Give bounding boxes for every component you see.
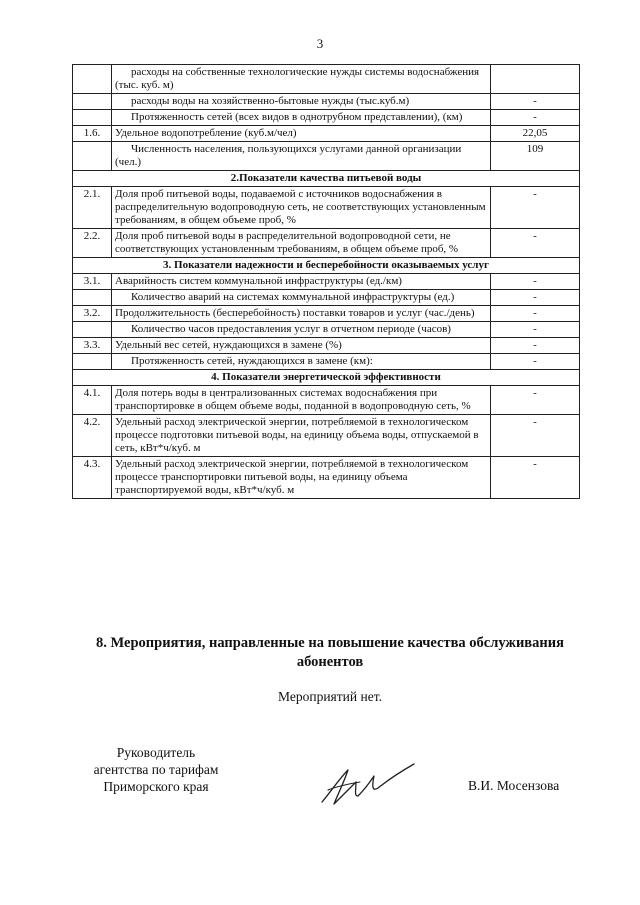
row-label: расходы воды на хозяйственно-бытовые нужды (тыс.куб.м) bbox=[112, 94, 491, 110]
row-label: Удельный вес сетей, нуждающихся в замене (%) bbox=[112, 338, 491, 354]
row-number: 4.1. bbox=[73, 386, 112, 415]
row-number bbox=[73, 354, 112, 370]
table-row bbox=[73, 306, 580, 322]
table-row bbox=[73, 229, 580, 258]
row-number: 4.2. bbox=[73, 415, 112, 457]
table-row bbox=[73, 290, 580, 306]
table-section-row bbox=[73, 171, 580, 187]
table-row bbox=[73, 354, 580, 370]
row-label: Численность населения, пользующихся услугами данной организации (чел.) bbox=[112, 142, 491, 171]
row-label: Доля проб питьевой воды в распределительной водопроводной сети, не соответствующих установленным требованиям, в общем объеме проб, % bbox=[112, 229, 491, 258]
table-row bbox=[73, 187, 580, 229]
indicators-table-body bbox=[73, 65, 580, 499]
row-number: 3.1. bbox=[73, 274, 112, 290]
row-value: - bbox=[491, 274, 580, 290]
row-value: - bbox=[491, 354, 580, 370]
row-value: - bbox=[491, 110, 580, 126]
row-number bbox=[73, 110, 112, 126]
section-title: 3. Показатели надежности и бесперебойности оказываемых услуг bbox=[73, 258, 580, 274]
row-label: расходы на собственные технологические нужды системы водоснабжения (тыс. куб. м) bbox=[112, 65, 491, 94]
table-row bbox=[73, 386, 580, 415]
table-row bbox=[73, 322, 580, 338]
row-number bbox=[73, 94, 112, 110]
row-label: Количество аварий на системах коммунальной инфраструктуры (ед.) bbox=[112, 290, 491, 306]
row-value: 22,05 bbox=[491, 126, 580, 142]
row-label: Протяженность сетей (всех видов в однотрубном представлении), (км) bbox=[112, 110, 491, 126]
table-row bbox=[73, 415, 580, 457]
row-number bbox=[73, 290, 112, 306]
row-number: 2.1. bbox=[73, 187, 112, 229]
row-number bbox=[73, 142, 112, 171]
page-number: 3 bbox=[316, 36, 324, 51]
table-row bbox=[73, 142, 580, 171]
table-section-row bbox=[73, 258, 580, 274]
row-label: Продолжительность (бесперебойность) поставки товаров и услуг (час./день) bbox=[112, 306, 491, 322]
section-title: 2.Показатели качества питьевой воды bbox=[73, 171, 580, 187]
handwritten-signature bbox=[318, 760, 418, 810]
row-value: - bbox=[491, 322, 580, 338]
row-label: Доля проб питьевой воды, подаваемой с источников водоснабжения в распределительную водопроводную сеть, не соответствующих установленным требованиям, в общем объеме проб, % bbox=[112, 187, 491, 229]
signer-name: В.И. Мосензова bbox=[468, 778, 560, 793]
row-value: - bbox=[491, 338, 580, 354]
row-value: - bbox=[491, 290, 580, 306]
table-section-row bbox=[73, 370, 580, 386]
row-value: - bbox=[491, 457, 580, 499]
row-number: 1.6. bbox=[73, 126, 112, 142]
section-heading: 8. Мероприятия, направленные на повышение качества обслуживания абонентов bbox=[96, 635, 564, 670]
table-row bbox=[73, 94, 580, 110]
table-row bbox=[73, 65, 580, 94]
indicators-table bbox=[72, 64, 580, 499]
no-measures-text: Мероприятий нет. bbox=[278, 689, 382, 704]
row-value: 109 bbox=[491, 142, 580, 171]
row-label: Количество часов предоставления услуг в отчетном периоде (часов) bbox=[112, 322, 491, 338]
row-value: - bbox=[491, 306, 580, 322]
table-row bbox=[73, 457, 580, 499]
row-label: Удельный расход электрической энергии, потребляемой в технологическом процессе транспортировки питьевой воды, на единицу объема транспортируемой воды, кВт*ч/куб. м bbox=[112, 457, 491, 499]
table-row bbox=[73, 274, 580, 290]
row-value: - bbox=[491, 187, 580, 229]
row-label: Аварийность систем коммунальной инфраструктуры (ед./км) bbox=[112, 274, 491, 290]
table-row bbox=[73, 338, 580, 354]
row-number bbox=[73, 322, 112, 338]
row-number: 2.2. bbox=[73, 229, 112, 258]
table-row bbox=[73, 126, 580, 142]
row-label: Удельный расход электрической энергии, потребляемой в технологическом процессе подготовки питьевой воды, на единицу объема воды, отпускаемой в сеть, кВт*ч/куб. м bbox=[112, 415, 491, 457]
signer-title-line-2: агентства по тарифам bbox=[93, 762, 219, 777]
table-row bbox=[73, 110, 580, 126]
signer-title bbox=[86, 744, 226, 795]
row-value: - bbox=[491, 386, 580, 415]
row-number: 4.3. bbox=[73, 457, 112, 499]
row-number: 3.3. bbox=[73, 338, 112, 354]
row-value bbox=[491, 65, 580, 94]
row-number bbox=[73, 65, 112, 94]
row-value: - bbox=[491, 94, 580, 110]
row-value: - bbox=[491, 415, 580, 457]
row-label: Удельное водопотребление (куб.м/чел) bbox=[112, 126, 491, 142]
section-title: 4. Показатели энергетической эффективности bbox=[73, 370, 580, 386]
row-value: - bbox=[491, 229, 580, 258]
row-label: Протяженность сетей, нуждающихся в замене (км): bbox=[112, 354, 491, 370]
signer-title-line-3: Приморского края bbox=[103, 779, 209, 794]
row-number: 3.2. bbox=[73, 306, 112, 322]
row-label: Доля потерь воды в централизованных системах водоснабжения при транспортировке в общем объеме воды, поданной в водопроводную сеть, % bbox=[112, 386, 491, 415]
signer-title-line-1: Руководитель bbox=[116, 745, 196, 760]
